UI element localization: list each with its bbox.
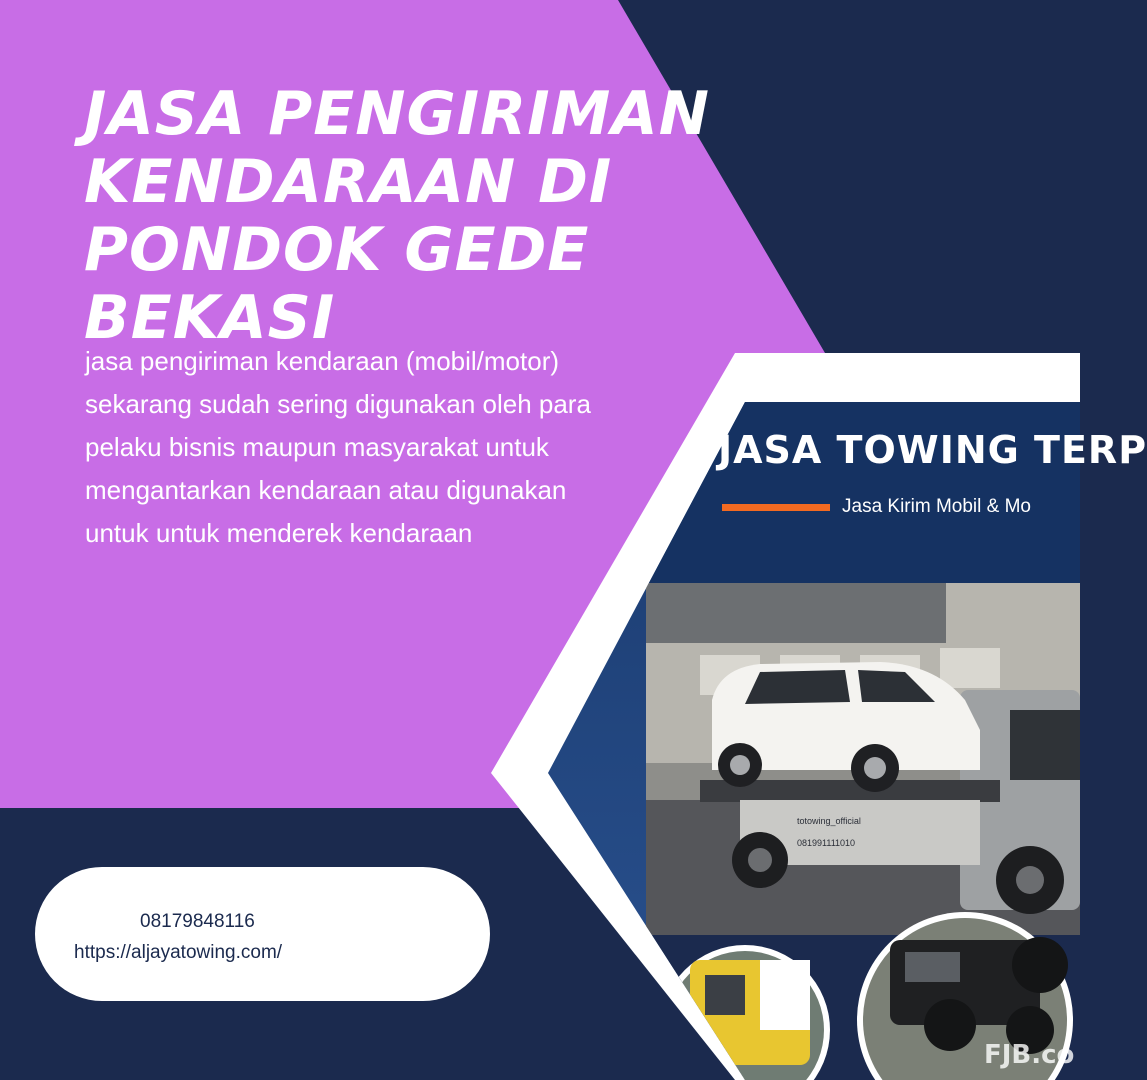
truck-phone-text: 081991111010 [797,838,856,848]
phone-number[interactable]: 08179848116 [140,911,255,932]
photo-title: JASA TOWING TERP [718,428,1147,472]
orange-accent-line [722,504,830,511]
headline: JASA PENGIRIMAN KENDARAAN DI PONDOK GEDE BEKASI [84,79,710,353]
body-text: jasa pengiriman kendaraan (mobil/motor) sekarang sudah sering digunakan oleh para pelaku bisnis maupun masyarakat untuk mengantarkan kendaraan atau digunakan untuk untuk menderek kendaraan [85,346,591,548]
contact-pill [35,867,490,1001]
truck-brand-text: totowing_official [797,816,861,826]
photo-subtitle: Jasa Kirim Mobil & Mo [842,496,1031,517]
website-link[interactable]: https://aljayatowing.com/ [74,942,283,963]
watermark: FJB.co [984,1040,1075,1070]
